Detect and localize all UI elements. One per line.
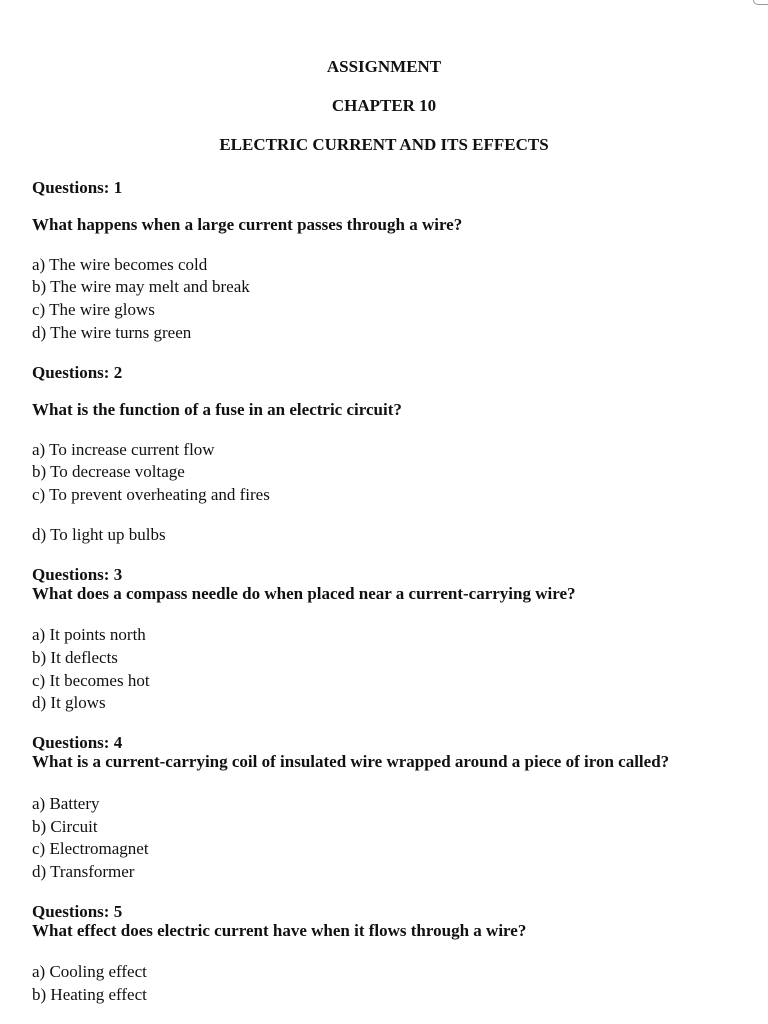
question-text: What does a compass needle do when placed near a current-carrying wire? bbox=[32, 584, 576, 603]
answer-option: a) It points north bbox=[32, 625, 146, 644]
answer-option: c) To prevent overheating and fires bbox=[32, 485, 270, 504]
topic-title: ELECTRIC CURRENT AND ITS EFFECTS bbox=[219, 135, 549, 154]
page-corner-mark bbox=[753, 0, 768, 5]
answer-option: c) Electromagnet bbox=[32, 839, 149, 858]
answer-option: a) The wire becomes cold bbox=[32, 255, 208, 274]
question-text: What effect does electric current have when it flows through a wire? bbox=[32, 921, 527, 940]
answer-option: d) It glows bbox=[32, 693, 106, 712]
question-label: Questions: 3 bbox=[32, 565, 123, 584]
question-text: What is a current-carrying coil of insulated wire wrapped around a piece of iron called? bbox=[32, 752, 670, 771]
answer-option: b) The wire may melt and break bbox=[32, 277, 250, 296]
answer-option: a) To increase current flow bbox=[32, 440, 215, 459]
question-label: Questions: 5 bbox=[32, 902, 123, 921]
answer-option: d) To light up bulbs bbox=[32, 525, 166, 544]
chapter-title: CHAPTER 10 bbox=[331, 96, 437, 115]
answer-option: c) The wire glows bbox=[32, 300, 155, 319]
question-text: What is the function of a fuse in an electric circuit? bbox=[32, 400, 402, 419]
answer-option: b) Circuit bbox=[32, 817, 98, 836]
answer-option: c) It becomes hot bbox=[32, 671, 150, 690]
question-label: Questions: 4 bbox=[32, 733, 123, 752]
answer-option: d) The wire turns green bbox=[32, 323, 192, 342]
question-text: What happens when a large current passes through a wire? bbox=[32, 215, 463, 234]
answer-option: b) To decrease voltage bbox=[32, 462, 185, 481]
answer-option: b) It deflects bbox=[32, 648, 118, 667]
assignment-title: ASSIGNMENT bbox=[326, 57, 442, 76]
answer-option: a) Cooling effect bbox=[32, 962, 147, 981]
question-label: Questions: 2 bbox=[32, 363, 123, 382]
answer-option: a) Battery bbox=[32, 794, 100, 813]
answer-option: b) Heating effect bbox=[32, 985, 147, 1004]
answer-option: d) Transformer bbox=[32, 862, 135, 881]
question-label: Questions: 1 bbox=[32, 178, 123, 197]
